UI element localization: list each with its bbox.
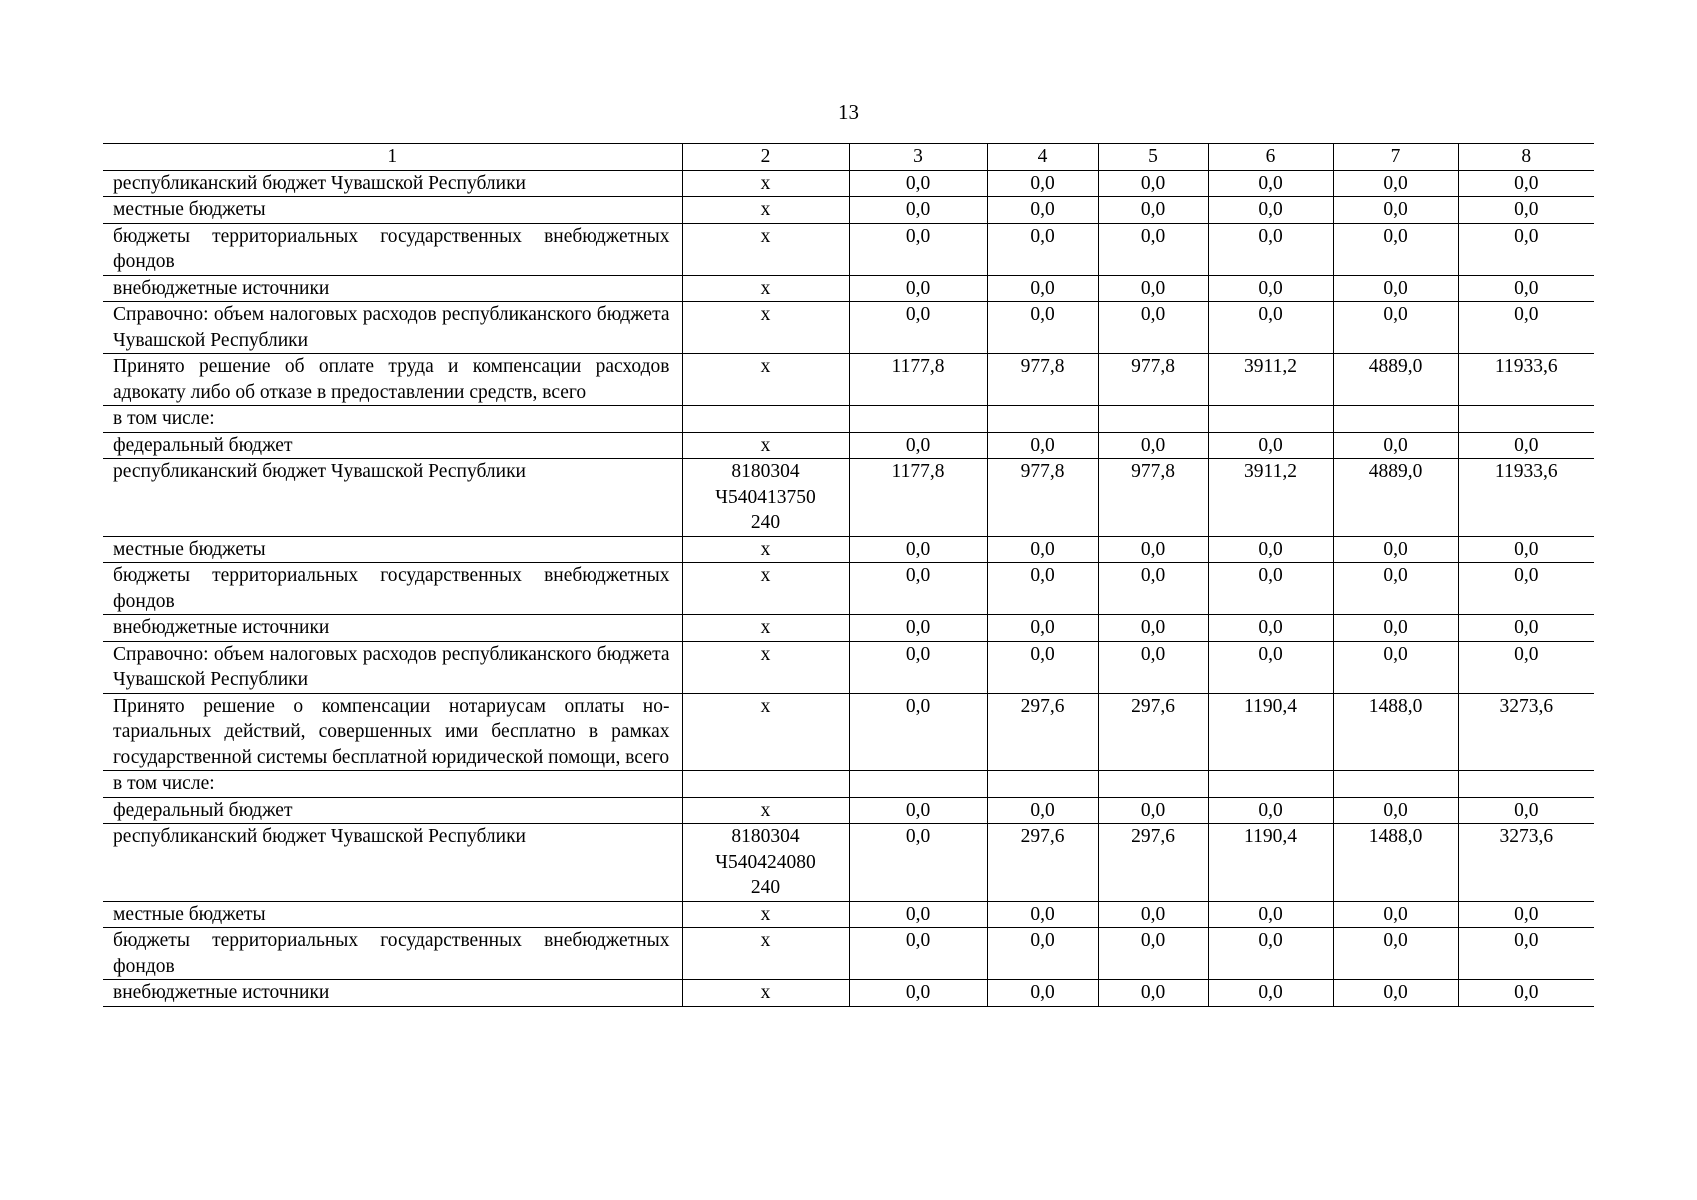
table-row [103,536,1594,563]
value-cell [849,406,987,433]
value-cell: 0,0 [849,693,987,771]
value-cell: 1488,0 [1333,693,1458,771]
budget-code-cell: х [682,170,849,197]
value-cell: 1488,0 [1333,824,1458,902]
row-label: бюджеты территориальных государственных внебюджетных фондов [103,928,682,980]
value-cell: 0,0 [849,197,987,224]
value-cell: 297,6 [1098,693,1208,771]
value-cell: 0,0 [1333,223,1458,275]
value-cell: 0,0 [1458,928,1594,980]
value-cell [987,771,1098,798]
value-cell: 0,0 [1098,197,1208,224]
budget-code-cell: х [682,563,849,615]
value-cell [1333,771,1458,798]
value-cell: 0,0 [1458,797,1594,824]
value-cell: 0,0 [1458,563,1594,615]
value-cell: 1190,4 [1208,824,1333,902]
budget-code-cell: х [682,693,849,771]
value-cell: 11933,6 [1458,354,1594,406]
value-cell: 0,0 [1458,536,1594,563]
row-label: в том числе: [103,406,682,433]
value-cell: 4889,0 [1333,459,1458,537]
budget-code-cell: х [682,354,849,406]
value-cell: 297,6 [987,824,1098,902]
table-row [103,563,1594,615]
budget-code-cell [682,406,849,433]
value-cell: 0,0 [1208,223,1333,275]
table-row [103,302,1594,354]
column-number: 5 [1098,144,1208,171]
value-cell: 0,0 [849,797,987,824]
value-cell: 0,0 [1458,901,1594,928]
value-cell: 0,0 [987,536,1098,563]
value-cell: 0,0 [1333,197,1458,224]
row-label: республиканский бюджет Чувашской Республики [103,459,682,537]
table-row [103,641,1594,693]
table-row [103,275,1594,302]
value-cell: 0,0 [987,615,1098,642]
value-cell: 0,0 [987,928,1098,980]
table-row [103,901,1594,928]
value-cell: 1177,8 [849,354,987,406]
value-cell [849,771,987,798]
value-cell: 0,0 [1098,980,1208,1007]
value-cell: 0,0 [1458,641,1594,693]
value-cell: 0,0 [1098,302,1208,354]
value-cell: 0,0 [987,302,1098,354]
row-label: федеральный бюджет [103,432,682,459]
table-row [103,170,1594,197]
value-cell: 977,8 [987,354,1098,406]
budget-code-cell: х [682,928,849,980]
value-cell: 0,0 [1458,302,1594,354]
table-row [103,615,1594,642]
value-cell: 0,0 [987,223,1098,275]
table-row [103,197,1594,224]
budget-code-cell: х [682,536,849,563]
table-row [103,432,1594,459]
table-row [103,223,1594,275]
value-cell: 0,0 [987,797,1098,824]
value-cell: 0,0 [849,980,987,1007]
value-cell: 0,0 [1333,641,1458,693]
value-cell: 3273,6 [1458,693,1594,771]
budget-code-cell: х [682,223,849,275]
row-label: Справочно: объем налоговых расходов республиканского бюджета Чувашской Республики [103,641,682,693]
value-cell: 0,0 [1208,563,1333,615]
value-cell: 297,6 [1098,824,1208,902]
value-cell: 0,0 [1208,980,1333,1007]
row-label: местные бюджеты [103,901,682,928]
column-number: 2 [682,144,849,171]
value-cell: 0,0 [1098,797,1208,824]
value-cell: 0,0 [1098,275,1208,302]
budget-code-cell: х [682,797,849,824]
table-body [103,170,1594,1006]
column-number: 7 [1333,144,1458,171]
value-cell: 0,0 [1208,928,1333,980]
value-cell: 0,0 [1458,223,1594,275]
value-cell: 0,0 [1208,797,1333,824]
value-cell: 3911,2 [1208,459,1333,537]
value-cell: 0,0 [1333,901,1458,928]
row-label: бюджеты территориальных государственных внебюджетных фондов [103,223,682,275]
value-cell [1333,406,1458,433]
value-cell: 0,0 [849,275,987,302]
value-cell: 0,0 [987,563,1098,615]
value-cell [1208,771,1333,798]
value-cell: 0,0 [1333,536,1458,563]
value-cell: 0,0 [1208,170,1333,197]
value-cell: 0,0 [987,901,1098,928]
value-cell: 0,0 [1208,197,1333,224]
value-cell: 0,0 [849,615,987,642]
value-cell: 0,0 [1098,536,1208,563]
value-cell: 0,0 [987,641,1098,693]
value-cell: 0,0 [1098,928,1208,980]
value-cell [1098,406,1208,433]
row-label: Принято решение об оплате труда и компенсации расходов адвокату либо об отказе в предоставлении средств, всего [103,354,682,406]
value-cell: 0,0 [987,432,1098,459]
value-cell: 0,0 [1333,302,1458,354]
row-label: республиканский бюджет Чувашской Республики [103,824,682,902]
value-cell: 0,0 [849,928,987,980]
value-cell: 0,0 [1208,901,1333,928]
value-cell: 0,0 [849,563,987,615]
value-cell: 0,0 [987,980,1098,1007]
value-cell: 0,0 [1208,641,1333,693]
value-cell [1098,771,1208,798]
value-cell: 0,0 [1098,223,1208,275]
value-cell [1458,771,1594,798]
table-row [103,406,1594,433]
value-cell: 0,0 [1333,615,1458,642]
value-cell: 0,0 [1333,275,1458,302]
value-cell: 0,0 [849,432,987,459]
value-cell: 0,0 [849,223,987,275]
value-cell: 3911,2 [1208,354,1333,406]
value-cell: 0,0 [1458,615,1594,642]
table-row [103,693,1594,771]
row-label: внебюджетные источники [103,980,682,1007]
table-row [103,797,1594,824]
value-cell: 297,6 [987,693,1098,771]
value-cell: 0,0 [849,641,987,693]
value-cell: 1177,8 [849,459,987,537]
value-cell: 977,8 [1098,459,1208,537]
budget-code-cell: х [682,615,849,642]
table-row [103,771,1594,798]
value-cell: 0,0 [1208,536,1333,563]
row-label: внебюджетные источники [103,615,682,642]
value-cell: 0,0 [1458,275,1594,302]
value-cell: 977,8 [987,459,1098,537]
value-cell: 0,0 [987,170,1098,197]
row-label: федеральный бюджет [103,797,682,824]
row-label: местные бюджеты [103,536,682,563]
value-cell: 0,0 [1098,901,1208,928]
value-cell: 11933,6 [1458,459,1594,537]
value-cell: 4889,0 [1333,354,1458,406]
row-label: Принято решение о компенсации нотариусам оплаты нотариальных действий, совершенных ими бесплатно в рамках государственной системы бесплатной юридической помощи, всего [103,693,682,771]
budget-code-cell: х [682,302,849,354]
budget-code-cell: 8180304 Ч540424080 240 [682,824,849,902]
column-number: 4 [987,144,1098,171]
value-cell: 0,0 [1098,432,1208,459]
value-cell: 0,0 [1458,980,1594,1007]
table-row [103,824,1594,902]
value-cell [987,406,1098,433]
value-cell: 0,0 [1458,197,1594,224]
value-cell: 0,0 [1333,432,1458,459]
value-cell: 0,0 [849,901,987,928]
budget-code-cell [682,771,849,798]
value-cell: 0,0 [849,170,987,197]
table-row [103,980,1594,1007]
table-row [103,928,1594,980]
value-cell: 0,0 [987,197,1098,224]
budget-code-cell: х [682,275,849,302]
row-label: бюджеты территориальных государственных внебюджетных фондов [103,563,682,615]
value-cell: 0,0 [1458,432,1594,459]
value-cell: 3273,6 [1458,824,1594,902]
value-cell: 0,0 [849,536,987,563]
value-cell: 0,0 [1098,170,1208,197]
value-cell: 0,0 [849,824,987,902]
table-row [103,459,1594,537]
budget-code-cell: х [682,197,849,224]
row-label: Справочно: объем налоговых расходов республиканского бюджета Чувашской Республики [103,302,682,354]
value-cell: 0,0 [987,275,1098,302]
value-cell: 0,0 [1333,980,1458,1007]
budget-code-cell: 8180304 Ч540413750 240 [682,459,849,537]
row-label: внебюджетные источники [103,275,682,302]
row-label: в том числе: [103,771,682,798]
table-row [103,354,1594,406]
column-number: 3 [849,144,987,171]
value-cell: 0,0 [1098,641,1208,693]
budget-code-cell: х [682,980,849,1007]
budget-code-cell: х [682,641,849,693]
value-cell: 977,8 [1098,354,1208,406]
value-cell: 0,0 [1458,170,1594,197]
value-cell [1458,406,1594,433]
page-number: 13 [838,100,859,124]
value-cell [1208,406,1333,433]
budget-code-cell: х [682,901,849,928]
column-number: 8 [1458,144,1594,171]
value-cell: 0,0 [849,302,987,354]
value-cell: 0,0 [1098,615,1208,642]
column-number: 1 [103,144,682,171]
value-cell: 1190,4 [1208,693,1333,771]
column-number: 6 [1208,144,1333,171]
row-label: республиканский бюджет Чувашской Республики [103,170,682,197]
column-number-row [103,144,1594,171]
value-cell: 0,0 [1333,928,1458,980]
budget-code-cell: х [682,432,849,459]
value-cell: 0,0 [1333,563,1458,615]
row-label: местные бюджеты [103,197,682,224]
value-cell: 0,0 [1333,797,1458,824]
value-cell: 0,0 [1333,170,1458,197]
value-cell: 0,0 [1208,432,1333,459]
value-cell: 0,0 [1208,302,1333,354]
value-cell: 0,0 [1208,275,1333,302]
value-cell: 0,0 [1208,615,1333,642]
budget-table [103,143,1594,1007]
value-cell: 0,0 [1098,563,1208,615]
